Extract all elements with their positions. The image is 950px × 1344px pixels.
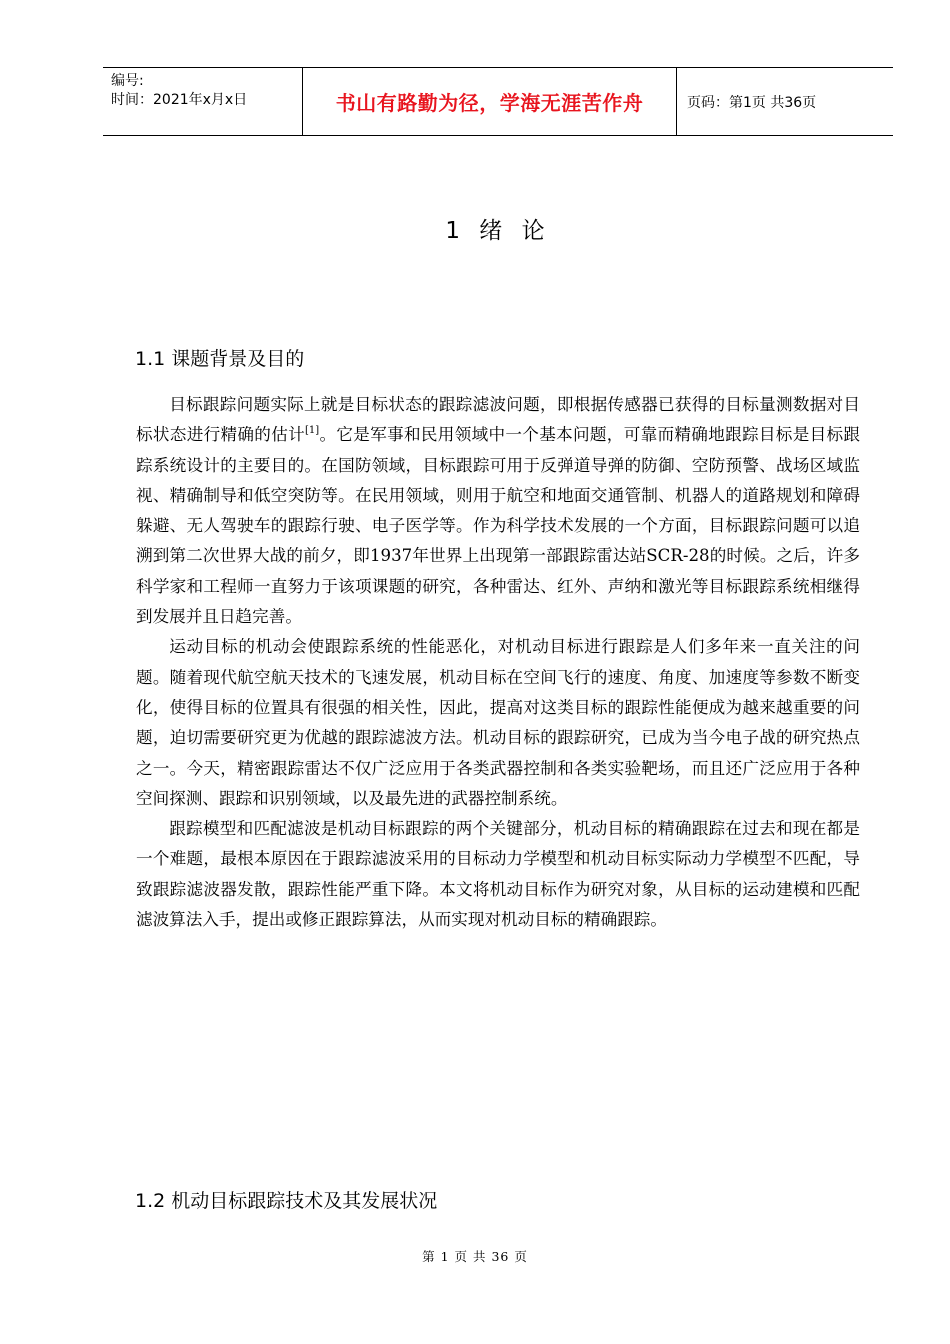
header-meta-cell bbox=[103, 68, 303, 135]
section-1-1-body bbox=[136, 390, 860, 935]
paragraph-1-text-b: 。它是军事和民用领域中一个基本问题，可靠而精确地跟踪目标是目标跟踪系统设计的主要目的。在国防领域，目标跟踪可用于反弹道导弹的防御、空防预警、战场区域监视、精确制导和低空突防等。在民用领域，则用于航空和地面交通管制、机器人的道路规划和障碍躲避、无人驾驶车的跟踪行驶、电子医学等。作为科学技术发展的一个方面，目标跟踪问题可以追溯到第二次世界大战的前夕，即1937年世界上出现第一部跟踪雷达站SCR-28的时候。之后，许多科学家和工程师一直努力于该项课题的研究，各种雷达、红外、声纳和激光等目标跟踪系统相继得到发展并且日趋完善。 bbox=[136, 425, 861, 627]
header-time-label: 时间：2021年x月x日 bbox=[111, 92, 248, 108]
header-number-label: 编号: bbox=[111, 73, 144, 89]
header-page-info: 页码：第1页 共36页 bbox=[687, 94, 817, 111]
citation-1: [1] bbox=[305, 425, 320, 437]
paragraph-3: 跟踪模型和匹配滤波是机动目标跟踪的两个关键部分，机动目标的精确跟踪在过去和现在都是一个难题，最根本原因在于跟踪滤波采用的目标动力学模型和机动目标实际动力学模型不匹配，导致跟踪滤波器发散，跟踪性能严重下降。本文将机动目标作为研究对象，从目标的运动建模和匹配滤波算法入手，提出或修正跟踪算法，从而实现对机动目标的精确跟踪。 bbox=[136, 819, 860, 930]
paragraph-2: 运动目标的机动会使跟踪系统的性能恶化，对机动目标进行跟踪是人们多年来一直关注的问题。随着现代航空航天技术的飞速发展，机动目标在空间飞行的速度、角度、加速度等参数不断变化，使得目标的位置具有很强的相关性，因此，提高对这类目标的跟踪性能便成为越来越重要的问题，迫切需要研究更为优越的跟踪滤波方法。机动目标的跟踪研究，已成为当今电子战的研究热点之一。今天，精密跟踪雷达不仅广泛应用于各类武器控制和各类实验靶场，而且还广泛应用于各种空间探测、跟踪和识别领域，以及最先进的武器控制系统。 bbox=[136, 637, 860, 808]
chapter-title: 1 绪 论 bbox=[445, 218, 551, 244]
paragraph-1-text-a: 目标跟踪问题实际上就是目标状态的跟踪滤波问题，即根据传感器已获得的目标量测数据对目标状态进行精确的估计 bbox=[136, 395, 860, 445]
page-header bbox=[103, 67, 893, 136]
paragraph-1 bbox=[136, 390, 860, 632]
section-heading-1-2: 1.2 机动目标跟踪技术及其发展状况 bbox=[135, 1190, 438, 1212]
section-heading-1-1: 1.1 课题背景及目的 bbox=[135, 348, 305, 370]
page-footer: 第 1 页 共 36 页 bbox=[422, 1249, 528, 1264]
header-motto: 书山有路勤为径，学海无涯苦作舟 bbox=[303, 68, 677, 135]
